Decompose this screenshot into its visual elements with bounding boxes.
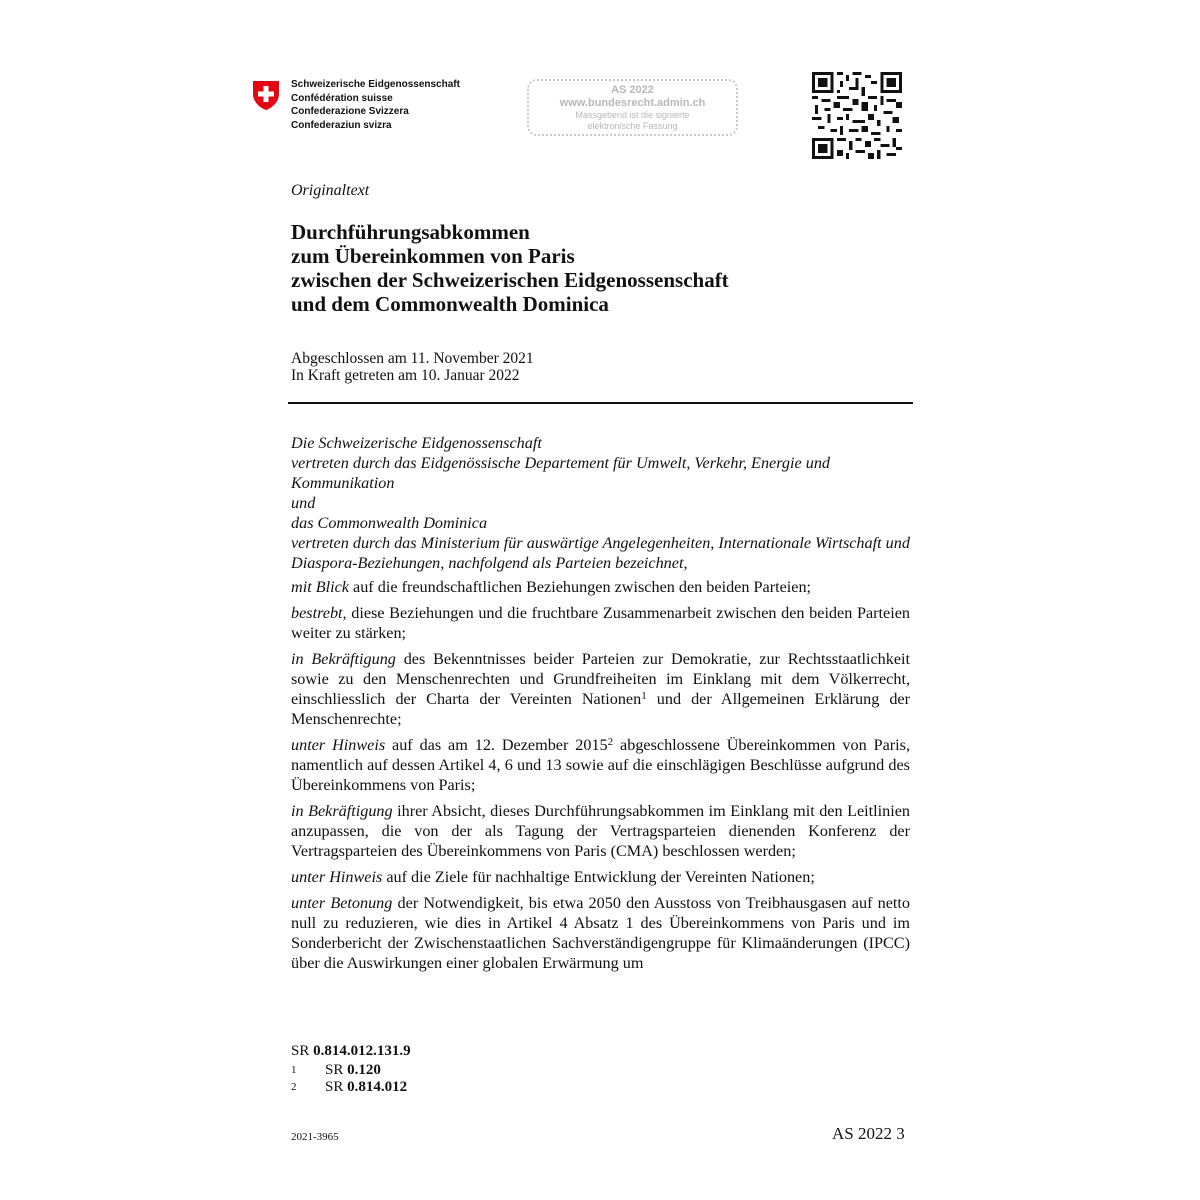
recital-paragraph xyxy=(291,893,910,973)
official-stamp xyxy=(527,79,738,136)
qr-code-icon xyxy=(812,72,902,159)
footnote-ref-link[interactable]: 0.120 xyxy=(347,1062,381,1078)
footnote-prefix: SR xyxy=(325,1062,344,1078)
swiss-cross-icon xyxy=(252,80,280,111)
parties-block xyxy=(291,433,910,573)
stamp-as: AS 2022 xyxy=(611,84,654,96)
footnote xyxy=(291,1062,407,1079)
recital-lead: bestrebt, xyxy=(291,604,347,622)
title-line: Durchführungsabkommen xyxy=(291,220,530,244)
recital-lead: in Bekräftigung xyxy=(291,650,396,668)
recital-lead: unter Hinweis xyxy=(291,868,383,886)
recital-text: abgeschlossene Übereinkommen von Paris, namentlich auf dessen Artikel 4, 6 und 13 sowie auf die einschlägigen Beschlüsse aufgrund des Übereinkommens von Paris; xyxy=(291,736,910,794)
footnote-ref[interactable]: 2 xyxy=(607,736,614,748)
footnote-ref[interactable]: 1 xyxy=(641,690,647,702)
recital-text: auf die freundschaftlichen Beziehungen zwischen den beiden Parteien; xyxy=(348,578,812,596)
footnote-prefix: SR xyxy=(325,1079,344,1095)
recital-lead: mit Blick xyxy=(291,578,349,596)
party-line: das Commonwealth Dominica xyxy=(291,514,488,532)
stamp-line-1: Massgebend ist die signierte xyxy=(575,110,690,120)
recital-text: des Bekenntnisses beider Parteien zur Demokratie, zur Rechtsstaatlichkeit sowie zu den Menschenrechten und Grundfreiheiten im Einklang mit dem Völkerrecht, einschliesslich der Charta der Vereinten Nationen xyxy=(291,650,910,708)
sr-number xyxy=(291,1043,411,1060)
title-line: zwischen der Schweizerischen Eidgenossenschaft xyxy=(291,268,729,292)
sr-value[interactable]: 0.814.012.131.9 xyxy=(313,1043,411,1059)
footnotes xyxy=(291,1062,407,1096)
recital-text: auf das am 12. Dezember 2015 xyxy=(385,736,608,754)
preamble xyxy=(291,433,910,979)
recital-lead: in Bekräftigung xyxy=(291,802,393,820)
federation-names xyxy=(291,78,460,132)
federation-name-de: Schweizerische Eidgenossenschaft xyxy=(291,79,460,90)
document-title xyxy=(291,220,729,316)
in-force-date: In Kraft getreten am 10. Januar 2022 xyxy=(291,367,520,384)
recital-paragraph xyxy=(291,867,910,887)
stamp-line-2: elektronische Fassung xyxy=(587,121,678,131)
recital-lead: unter Betonung xyxy=(291,894,393,912)
footnote-number: 1 xyxy=(291,1064,297,1076)
footnote-ref-link[interactable]: 0.814.012 xyxy=(347,1079,408,1095)
as-page-reference: AS 2022 3 xyxy=(832,1124,905,1143)
sr-prefix: SR xyxy=(291,1043,314,1059)
title-line: zum Übereinkommen von Paris xyxy=(291,244,575,268)
federation-name-rm: Confederaziun svizra xyxy=(291,119,392,131)
party-line: und xyxy=(291,494,316,512)
recital-paragraph xyxy=(291,735,910,795)
recital-paragraph xyxy=(291,603,910,643)
recital-paragraph xyxy=(291,649,910,729)
recital-text: der Notwendigkeit, bis etwa 2050 den Ausstoss von Treibhausgasen auf netto null zu reduzieren, wie dies in Artikel 4 Absatz 1 des Übereinkommens von Paris und im Sonderbericht der Zwischenstaatlichen Sachverständigengruppe für Klimaänderungen (IPCC) über die Auswirkungen einer globalen Erwärmung um xyxy=(291,894,910,972)
recital-paragraph xyxy=(291,801,910,861)
federation-name-fr: Confédération suisse xyxy=(291,92,393,104)
recital-text: diese Beziehungen und die fruchtbare Zusammenarbeit zwischen den beiden Parteien weiter zu stärken; xyxy=(291,604,910,642)
footnote xyxy=(291,1079,407,1096)
header-divider xyxy=(288,402,913,404)
party-line: vertreten durch das Eidgenössische Departement für Umwelt, Verkehr, Energie und Kommunikation xyxy=(291,454,831,492)
federation-name-it: Confederazione Svizzera xyxy=(291,106,409,117)
recital-text: ihrer Absicht, dieses Durchführungsabkommen im Einklang mit den Leitlinien anzupassen, die von der als Tagung der Vertragsparteien dienenden Konferenz der Vertragsparteien des Übereinkommens von Paris (CMA) beschlossen werden; xyxy=(291,802,911,860)
recital-paragraph xyxy=(291,577,910,597)
original-text-note: Originaltext xyxy=(291,182,370,199)
document-dates xyxy=(291,350,534,384)
recital-text: und der Allgemeinen Erklärung der Menschenrechte; xyxy=(291,690,910,728)
concluded-date: Abgeschlossen am 11. November 2021 xyxy=(291,350,534,367)
document-number: 2021-3965 xyxy=(291,1131,339,1143)
party-line: Die Schweizerische Eidgenossenschaft xyxy=(291,434,542,452)
recital-text: auf die Ziele für nachhaltige Entwicklung der Vereinten Nationen; xyxy=(382,868,815,886)
title-line: und dem Commonwealth Dominica xyxy=(291,292,609,316)
party-line: vertreten durch das Ministerium für auswärtige Angelegenheiten, Internationale Wirtschaft und Diaspora-Beziehungen, nachfolgend als Parteien bezeichnet, xyxy=(291,534,910,572)
footnote-number: 2 xyxy=(291,1081,297,1093)
recital-lead: unter Hinweis xyxy=(291,736,386,754)
stamp-url[interactable]: www.bundesrecht.admin.ch xyxy=(559,97,706,109)
